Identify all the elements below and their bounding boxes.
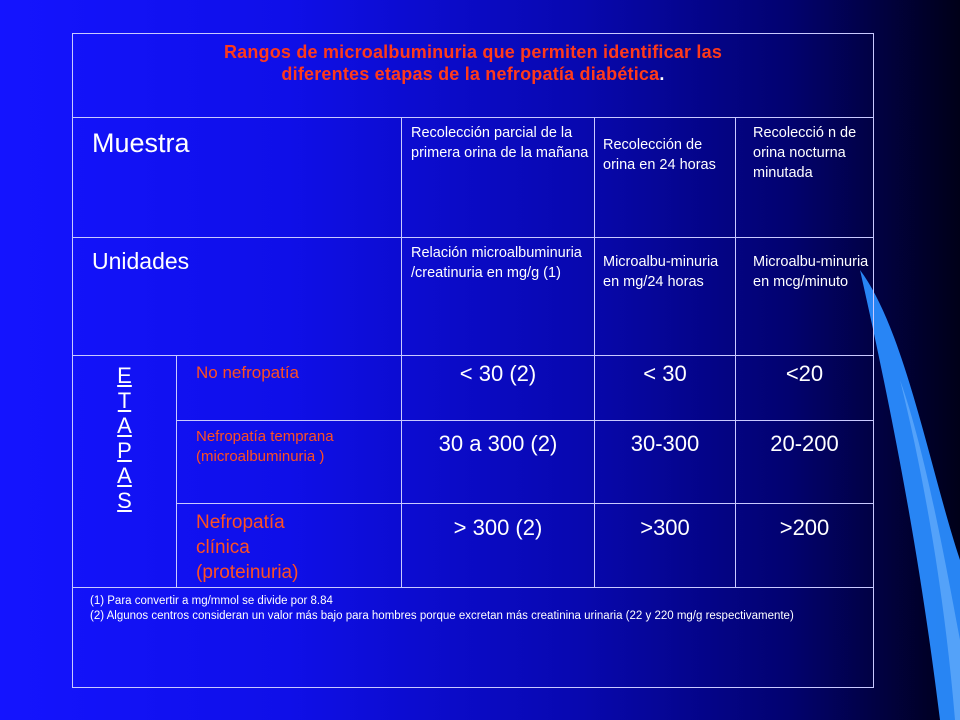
etapas-letter: T	[117, 388, 132, 413]
stage1-value2: < 30	[595, 356, 736, 421]
footnote-2: (2) Algunos centros consideran un valor más bajo para hombres porque excretan más creatinina urinaria (22 y 220 mg/g respectivamente)	[90, 610, 794, 622]
etapas-letter: E	[117, 363, 132, 388]
table-title	[73, 34, 874, 118]
unidades-label: Unidades	[73, 238, 402, 356]
footnote-1: (1) Para convertir a mg/mmol se divide por 8.84	[90, 595, 333, 607]
etapas-label	[73, 356, 177, 588]
stage2-value1: 30 a 300 (2)	[402, 421, 595, 504]
microalbuminuria-table	[72, 33, 874, 688]
stage3-value2: >300	[595, 504, 736, 588]
unidades-col3: Microalbu-minuria en mcg/minuto	[736, 238, 874, 356]
stage2-value2: 30-300	[595, 421, 736, 504]
stage-name-no-nefropatia: No nefropatía	[177, 356, 402, 421]
etapas-letter: P	[117, 438, 132, 463]
stage3-value3: >200	[736, 504, 874, 588]
muestra-col2: Recolección de orina en 24 horas	[595, 118, 736, 238]
muestra-col1: Recolección parcial de la primera orina de la mañana	[402, 118, 595, 238]
unidades-col2: Microalbu-minuria en mg/24 horas	[595, 238, 736, 356]
unidades-col1: Relación microalbuminuria /creatinuria en mg/g (1)	[402, 238, 595, 356]
etapas-letter: S	[117, 488, 132, 513]
etapas-letter: A	[117, 413, 132, 438]
muestra-label: Muestra	[73, 118, 402, 238]
muestra-col3: Recolecció n de orina nocturna minutada	[736, 118, 874, 238]
stage1-value1: < 30 (2)	[402, 356, 595, 421]
stage-name-nefropatia-temprana: Nefropatía temprana (microalbuminuria )	[177, 421, 402, 504]
stage1-value3: <20	[736, 356, 874, 421]
footnotes	[73, 588, 874, 688]
title-period: .	[659, 64, 665, 84]
stage-name-nefropatia-clinica: Nefropatía clínica (proteinuria)	[177, 504, 402, 588]
stage3-value1: > 300 (2)	[402, 504, 595, 588]
title-line-2-text: diferentes etapas de la nefropatía diabética	[281, 64, 660, 84]
title-line-2	[73, 63, 873, 85]
etapas-letter: A	[117, 463, 132, 488]
title-line-1: Rangos de microalbuminuria que permiten identificar las	[223, 42, 723, 62]
stage2-value3: 20-200	[736, 421, 874, 504]
